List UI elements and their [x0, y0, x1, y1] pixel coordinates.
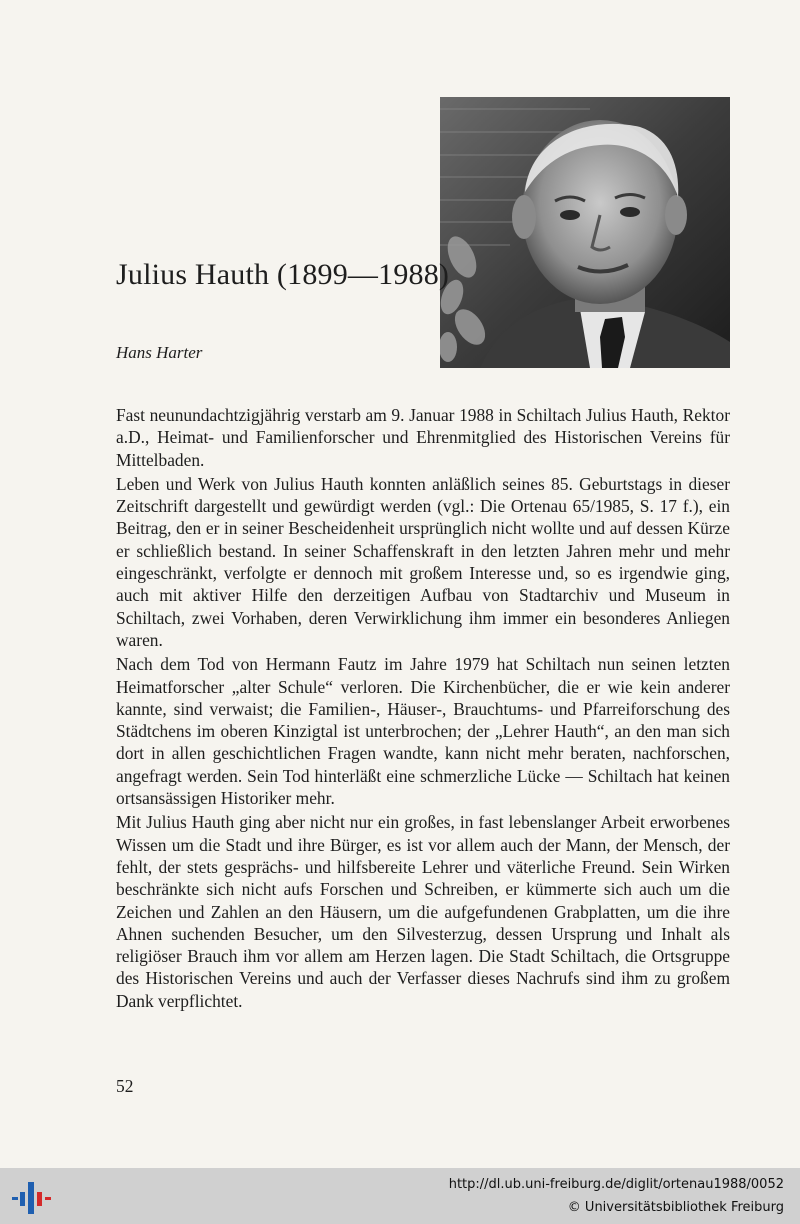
body-paragraph: Leben und Werk von Julius Hauth konnten anläßlich seines 85. Geburtstags in dieser Zeitschrift dargestellt und gewürdigt werden (vgl.: Die Ortenau 65/1985, S. 17 f.), ein Beitrag, den er in seiner Bescheidenheit ursprünglich nicht wollte und auf dessen Kürze er schließlich bestand. In seiner Schaffenskraft in den letzten Jahren mehr und mehr eingeschränkt, verfolgte er dennoch mit großem Interesse und, so es irgendwie ging, auch mit aktiver Hilfe den derzeitigen Aufbau von Stadtarchiv und Museum in Schiltach, zwei Vorhaben, deren Verwirklichung ihm immer ein besonderes Anliegen waren.	[116, 473, 730, 650]
portrait-photo	[440, 97, 730, 368]
footer-url-link[interactable]: http://dl.ub.uni-freiburg.de/diglit/ortenau1988/0052	[448, 1177, 784, 1192]
article-title: Julius Hauth (1899—1988)	[116, 258, 450, 291]
article-author: Hans Harter	[116, 343, 203, 362]
footer-bar	[0, 1168, 800, 1224]
body-paragraph: Fast neunundachtzigjährig verstarb am 9. Januar 1988 in Schiltach Julius Hauth, Rektor a.D., Heimat- und Familienforscher und Ehrenmitglied des Historischen Vereins für Mittelbaden.	[116, 405, 730, 470]
article-body	[116, 404, 730, 1014]
page-number: 52	[116, 1076, 134, 1096]
footer-copyright: © Universitätsbibliothek Freiburg	[567, 1200, 784, 1215]
body-paragraph: Nach dem Tod von Hermann Fautz im Jahre 1979 hat Schiltach nun seinen letzten Heimatforscher „alter Schule“ verloren. Die Kirchenbücher, die er wie kein anderer kannte, sind verwaist; die Familien-, Häuser-, Brauchtums- und Pfarreiforschung des Städtchens im oberen Kinzigtal ist unterbrochen; der „Lehrer Hauth“, an den man sich dort in allen geschichtlichen Fragen wandte, kann nicht mehr beraten, nachforschen, angefragt werden. Sein Tod hinterläßt eine schmerzliche Lücke — Schiltach hat keinen ortsansässigen Historiker mehr.	[116, 654, 730, 809]
body-paragraph: Mit Julius Hauth ging aber nicht nur ein großes, in fast lebenslanger Arbeit erworbenes Wissen um die Stadt und ihre Bürger, es ist vor allem auch der Mann, der Mensch, der fehlt, der stets gesprächs- und hilfsbereite Lehrer und väterliche Freund. Sein Wirken beschränkte sich nicht aufs Forschen und Schreiben, er kümmerte sich auch um die Zeichen und Zahlen an den Häusern, um die aufgefundenen Grabplatten, um die ihre Ahnen suchenden Besucher, um den Silvesterzug, dessen Ursprung und Inhalt als religiöser Brauch ihm vor allem am Herzen lagen. Die Stadt Schiltach, die Ortsgruppe des Historischen Vereins und auch der Verfasser dieses Nachrufs sind ihm zu großem Dank verpflichtet.	[116, 812, 730, 1011]
ub-freiburg-logo-icon[interactable]	[10, 1176, 54, 1216]
